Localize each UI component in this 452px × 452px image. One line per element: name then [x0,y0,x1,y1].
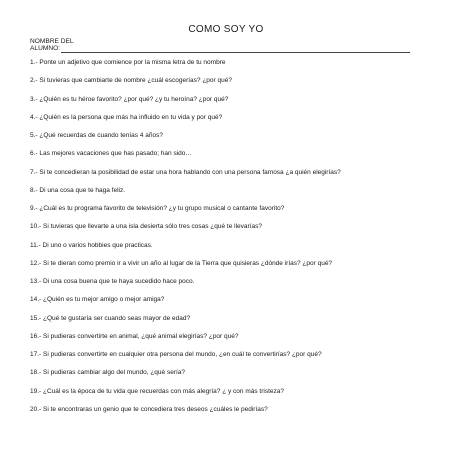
question-item: 2.- Si tuvieras que cambiarte de nombre ¿cuál escogerías? ¿por qué? [30,77,232,85]
question-item: 13.- Di una cosa buena que te haya sucedido hace poco. [30,278,195,285]
question-item: 19.- ¿Cuál es la época de tu vida que recuerdas con más alegría? ¿ y con más tristeza? [30,387,284,395]
page-title: COMO SOY YO [188,24,264,35]
question-item: 1.- Ponte un adjetivo que comience por la misma letra de tu nombre [30,59,226,66]
question-item: 10.- Si tuvieras que llevarte a una isla desierta sólo tres cosas ¿qué te llevarías? [30,223,262,231]
question-item: 11.- Di uno o varios hobbies que practicas. [30,241,153,249]
question-item: 16.- Si pudieras convertirte en animal, ¿qué animal elegirías? ¿por qué? [30,332,239,340]
question-item: 17.- Si pudieras convertirte en cualquier otra persona del mundo, ¿en cuál te convertirías? ¿por qué? [30,351,322,358]
name-field-line [30,45,410,52]
question-item: 15.- ¿Qué te gustaría ser cuando seas mayor de edad? [30,314,191,322]
question-item: 9.- ¿Cuál es tu programa favorito de televisión? ¿y tu grupo musical o cantante favorito? [30,205,285,212]
question-item: 6.- Las mejores vacaciones que has pasado; han sido… [30,150,192,158]
student-name-block [30,38,410,53]
question-item: 4.- ¿Quién es la persona que más ha influido en tu vida y por qué? [30,113,223,121]
question-item: 12.- Si te dieran como premio ir a vivir un año al lugar de la Tierra que quisieras ¿dónde irías? ¿por qué? [30,259,333,267]
name-label-line-1: NOMBRE DEL [30,38,74,45]
name-label-line-2: ALUMNO: [30,45,61,53]
question-item: 18.- Si pudieras cambiar algo del mundo, ¿qué sería? [30,369,186,377]
question-item: 7.- Si te concedieran la posibilidad de estar una hora hablando con una persona famosa ¿a quién elegirías? [30,168,341,176]
question-list [30,59,430,424]
question-item: 14.- ¿Quién es tu mejor amigo o mejor amiga? [30,296,165,304]
question-item: 20.- Si te encontraras un genio que te concediera tres deseos ¿cuáles le pedirías? [30,405,268,413]
question-item: 3.- ¿Quién es tu héroe favorito? ¿por qué? ¿y tu heroína? ¿por qué? [30,95,229,103]
name-blank-rule [61,46,410,53]
question-item: 8.- Di una cosa que te haga feliz. [30,186,126,194]
question-item: 5.- ¿Qué recuerdas de cuando tenías 4 años? [30,132,163,139]
